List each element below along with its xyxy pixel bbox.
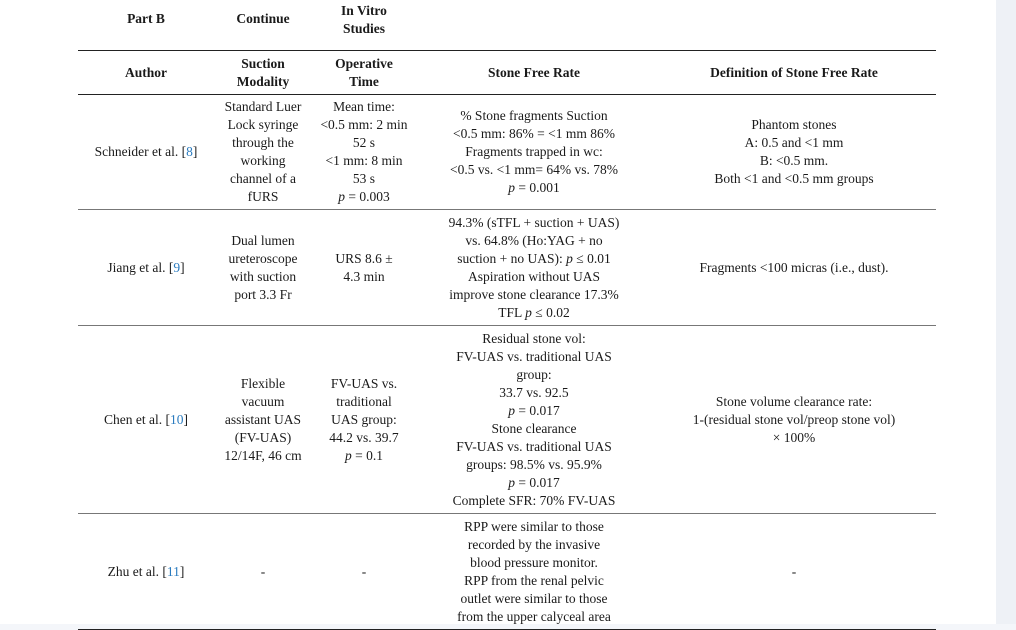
cell-line: - bbox=[361, 563, 367, 579]
cell-line: FV-UAS vs. traditional UAS bbox=[456, 438, 612, 454]
cell-line: outlet were similar to those bbox=[460, 590, 608, 606]
cell-line: RPP were similar to those bbox=[464, 518, 604, 534]
cell-line: p = 0.017 bbox=[508, 474, 560, 490]
author-cell: Zhu et al. [11] bbox=[107, 563, 185, 579]
cell-line: ureteroscope bbox=[228, 250, 298, 266]
cell-line: Fragments <100 micras (i.e., dust). bbox=[699, 259, 889, 275]
cell-line: RPP from the renal pelvic bbox=[464, 572, 604, 588]
part-b-label: Part B bbox=[127, 11, 165, 26]
cell-line: Phantom stones bbox=[751, 117, 837, 132]
cell-line: - bbox=[260, 563, 266, 579]
cell-line: TFL p ≤ 0.02 bbox=[498, 304, 570, 320]
suction-modality-cell bbox=[214, 210, 312, 326]
cell-line: p = 0.017 bbox=[508, 402, 560, 418]
stone-free-rate-cell bbox=[416, 95, 652, 210]
cell-line: blood pressure monitor. bbox=[470, 554, 598, 570]
definition-cell bbox=[652, 514, 936, 630]
cell-line: 12/14F, 46 cm bbox=[224, 447, 302, 463]
cell-line: - bbox=[791, 563, 797, 579]
cell-line: 53 s bbox=[352, 171, 376, 186]
author-column-header: Author bbox=[124, 64, 167, 80]
stone-free-rate-cell bbox=[416, 210, 652, 326]
cell-line: <0.5 mm: 2 min bbox=[320, 117, 408, 132]
cell-line: p = 0.003 bbox=[338, 189, 390, 204]
cell-line: 52 s bbox=[352, 135, 376, 150]
table-row bbox=[78, 326, 936, 514]
cell-line: Stone clearance bbox=[491, 420, 577, 436]
cell-line: UAS group: bbox=[331, 411, 397, 427]
reference-link[interactable]: 9 bbox=[173, 259, 181, 275]
cell-line: groups: 98.5% vs. 95.9% bbox=[466, 456, 602, 472]
operative-time-cell bbox=[312, 326, 416, 514]
operative-time-cell bbox=[312, 514, 416, 630]
cell-line: 33.7 vs. 92.5 bbox=[499, 384, 569, 400]
cell-line: fURS bbox=[247, 189, 279, 204]
cell-line: <0.5 mm: 86% = <1 mm 86% bbox=[453, 126, 615, 141]
cell-line: p = 0.1 bbox=[345, 447, 383, 463]
cell-line: Fragments trapped in wc: bbox=[465, 144, 603, 159]
cell-line: URS 8.6 ± bbox=[335, 250, 393, 266]
definition-cell bbox=[652, 326, 936, 514]
table-column-header-row bbox=[78, 51, 936, 95]
cell-line: Aspiration without UAS bbox=[467, 268, 600, 284]
cell-line: B: <0.5 mm. bbox=[759, 153, 829, 168]
cell-line: (FV-UAS) bbox=[234, 429, 292, 445]
cell-line: through the bbox=[232, 135, 294, 150]
cell-line: group: bbox=[516, 366, 552, 382]
cell-line: <0.5 vs. <1 mm= 64% vs. 78% bbox=[450, 162, 618, 177]
operative-time-cell bbox=[312, 95, 416, 210]
cell-line: vs. 64.8% (Ho:YAG + no bbox=[465, 232, 603, 248]
stone-free-rate-cell bbox=[416, 514, 652, 630]
cell-line: traditional bbox=[336, 393, 392, 409]
author-cell: Jiang et al. [9] bbox=[107, 259, 185, 275]
cell-line: FV-UAS vs. traditional UAS bbox=[456, 348, 612, 364]
cell-line: improve stone clearance 17.3% bbox=[449, 286, 619, 302]
cell-line: % Stone fragments Suction bbox=[460, 108, 608, 123]
definition-cell bbox=[652, 210, 936, 326]
cell-line: × 100% bbox=[772, 429, 816, 445]
suction-modality-cell bbox=[214, 95, 312, 210]
reference-link[interactable]: 8 bbox=[186, 144, 193, 159]
cell-line: port 3.3 Fr bbox=[234, 286, 292, 302]
operative-time-cell bbox=[312, 210, 416, 326]
suction-modality-cell bbox=[214, 514, 312, 630]
definition-column-header: Definition of Stone Free Rate bbox=[710, 64, 878, 80]
operative-time-column-header: Operative Time bbox=[335, 56, 393, 89]
cell-line: Flexible bbox=[240, 375, 286, 391]
author-cell: Schneider et al. [8] bbox=[94, 144, 198, 159]
cell-line: channel of a bbox=[230, 171, 296, 186]
table-row bbox=[78, 514, 936, 630]
cell-line: 1-(residual stone vol/preop stone vol) bbox=[692, 411, 896, 427]
cell-line: from the upper calyceal area bbox=[457, 608, 611, 624]
page-margin bbox=[996, 0, 1016, 624]
stone-free-rate-cell bbox=[416, 326, 652, 514]
cell-line: 44.2 vs. 39.7 bbox=[329, 429, 399, 445]
reference-link[interactable]: 11 bbox=[166, 563, 180, 579]
cell-line: <1 mm: 8 min bbox=[325, 153, 403, 168]
table-top-header-row bbox=[78, 0, 936, 51]
cell-line: Standard Luer bbox=[224, 99, 302, 114]
cell-line: Dual lumen bbox=[231, 232, 295, 248]
reference-link[interactable]: 10 bbox=[169, 411, 184, 427]
cell-line: A: 0.5 and <1 mm bbox=[744, 135, 844, 150]
cell-line: vacuum bbox=[241, 393, 285, 409]
definition-cell bbox=[652, 95, 936, 210]
cell-line: FV-UAS vs. bbox=[330, 375, 398, 391]
cell-line: working bbox=[240, 153, 286, 168]
table-row bbox=[78, 210, 936, 326]
suction-modality-column-header: Suction Modality bbox=[236, 56, 290, 89]
cell-line: recorded by the invasive bbox=[467, 536, 601, 552]
cell-line: 4.3 min bbox=[343, 268, 385, 284]
cell-line: Stone volume clearance rate: bbox=[715, 393, 873, 409]
cell-line: 94.3% (sTFL + suction + UAS) bbox=[448, 214, 620, 230]
table-row bbox=[78, 95, 936, 210]
continue-label: Continue bbox=[236, 11, 290, 26]
stone-free-rate-column-header: Stone Free Rate bbox=[488, 64, 580, 80]
cell-line: suction + no UAS): p ≤ 0.01 bbox=[457, 250, 611, 266]
cell-line: Residual stone vol: bbox=[482, 330, 586, 346]
in-vitro-label: In Vitro Studies bbox=[341, 3, 387, 36]
stone-free-rate-table bbox=[78, 0, 936, 630]
cell-line: Both <1 and <0.5 mm groups bbox=[714, 171, 874, 186]
suction-modality-cell bbox=[214, 326, 312, 514]
cell-line: Complete SFR: 70% FV-UAS bbox=[452, 492, 616, 508]
cell-line: with suction bbox=[229, 268, 297, 284]
author-cell: Chen et al. [10] bbox=[104, 411, 188, 427]
cell-line: assistant UAS bbox=[224, 411, 302, 427]
cell-line: Lock syringe bbox=[227, 117, 299, 132]
cell-line: Mean time: bbox=[333, 99, 395, 114]
cell-line: p = 0.001 bbox=[508, 180, 560, 195]
